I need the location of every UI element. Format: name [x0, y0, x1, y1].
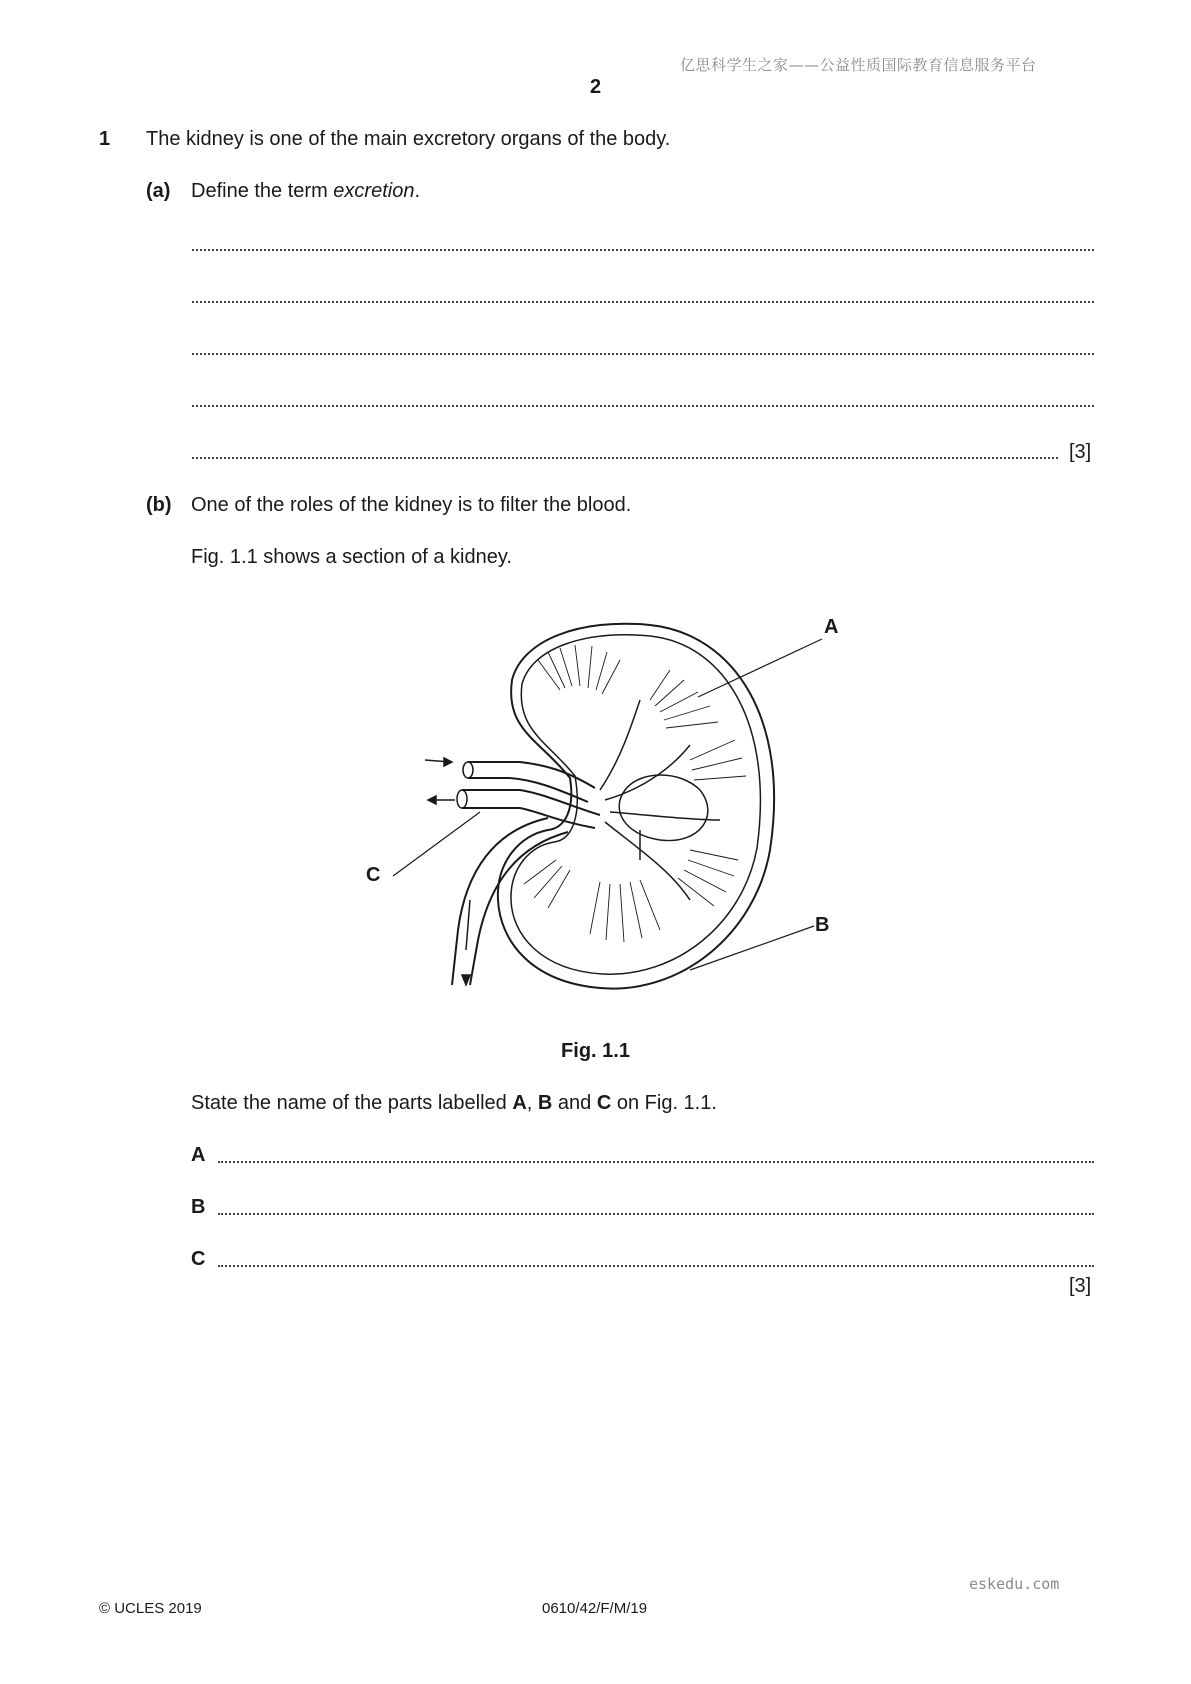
answer-line-b-c[interactable] — [218, 1265, 1094, 1267]
part-a-text-end: . — [414, 180, 421, 202]
watermark-url: eskedu.com — [969, 1575, 1060, 1593]
answer-label-b: B — [191, 1196, 206, 1218]
footer-copyright: © UCLES 2019 — [99, 1600, 202, 1617]
figure-label-a: A — [824, 616, 839, 638]
answer-label-c: C — [191, 1248, 206, 1270]
kidney-diagram — [350, 600, 850, 990]
instruction-text-2: , — [526, 1092, 538, 1114]
answer-line-b-a[interactable] — [218, 1161, 1094, 1163]
instruction-label-a: A — [512, 1092, 527, 1114]
part-a-text: Define the term — [191, 180, 334, 202]
part-a-question — [191, 179, 420, 203]
part-a-term: excretion — [333, 180, 415, 202]
part-a-marks: [3] — [1069, 441, 1092, 463]
instruction-text-1: State the name of the parts labelled — [191, 1092, 513, 1114]
answer-line-a1[interactable] — [192, 249, 1094, 251]
answer-line-a2[interactable] — [192, 301, 1094, 303]
part-b-text: One of the roles of the kidney is to filter the blood. — [191, 494, 632, 516]
part-b-marks: [3] — [1069, 1275, 1092, 1297]
answer-label-a: A — [191, 1144, 206, 1166]
figure-label-b: B — [815, 914, 830, 936]
footer-paper-code: 0610/42/F/M/19 — [542, 1600, 648, 1617]
question-number: 1 — [99, 128, 111, 150]
answer-line-b-b[interactable] — [218, 1213, 1094, 1215]
watermark-text: 亿思科学生之家——公益性质国际教育信息服务平台 — [680, 56, 1037, 74]
page-number: 2 — [589, 76, 602, 98]
part-b-instruction — [191, 1091, 717, 1115]
answer-line-a3[interactable] — [192, 353, 1094, 355]
figure-label-c: C — [366, 864, 381, 886]
instruction-label-c: C — [596, 1092, 612, 1114]
instruction-text-3: and — [552, 1092, 597, 1114]
figure-intro: Fig. 1.1 shows a section of a kidney. — [191, 546, 512, 568]
answer-line-a5[interactable] — [192, 457, 1058, 459]
instruction-label-b: B — [537, 1092, 553, 1114]
question-stem: The kidney is one of the main excretory organs of the body. — [146, 128, 671, 150]
instruction-text-4: on Fig. 1.1. — [611, 1092, 717, 1114]
part-a-label: (a) — [146, 180, 171, 202]
part-b-label: (b) — [146, 494, 172, 516]
answer-line-a4[interactable] — [192, 405, 1094, 407]
figure-caption: Fig. 1.1 — [561, 1040, 630, 1062]
